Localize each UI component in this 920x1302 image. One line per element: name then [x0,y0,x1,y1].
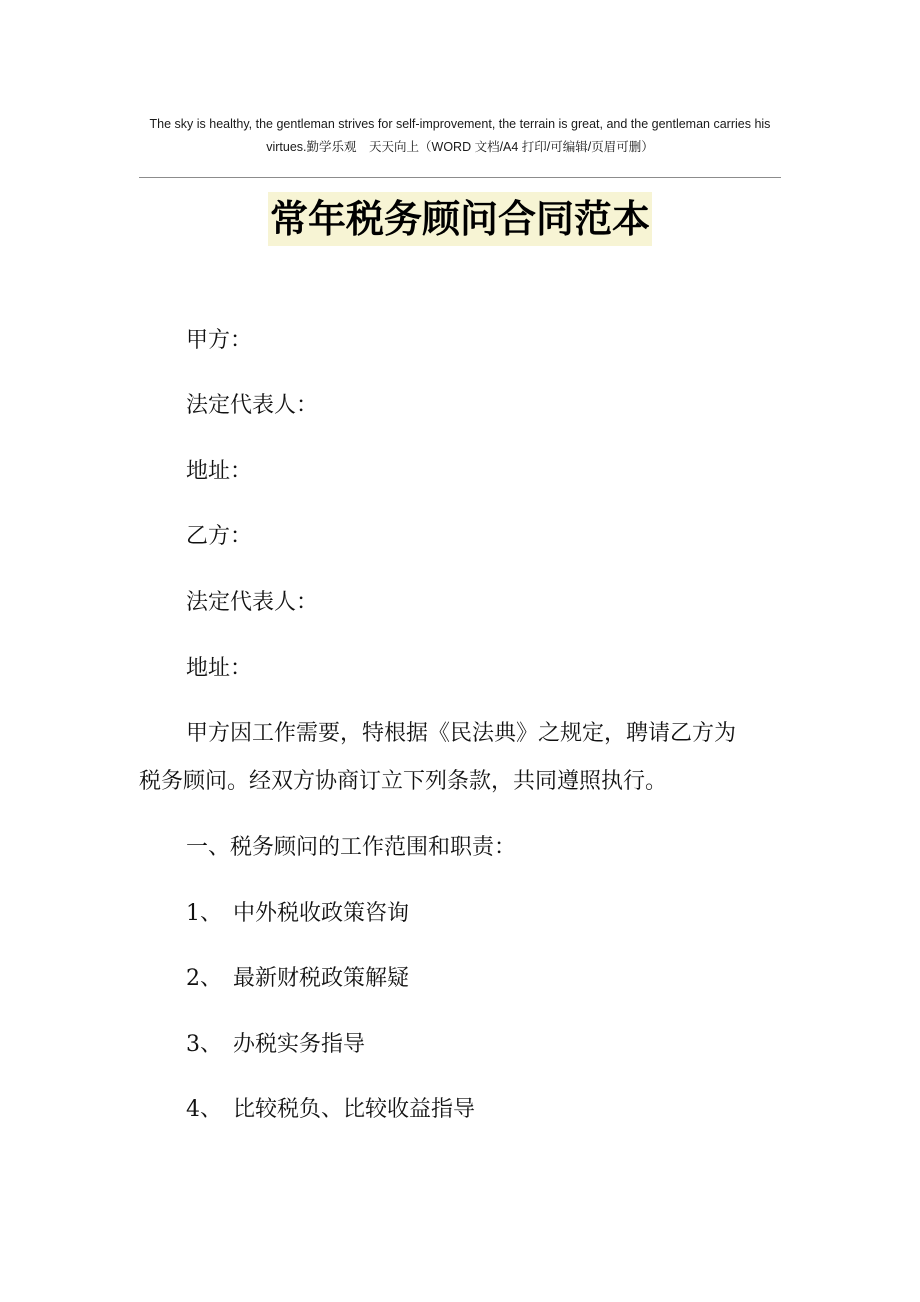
list-item-number: 1、 [186,901,222,926]
list-item-text: 最新财税政策解疑 [233,966,410,991]
party-b-label: 乙方： [186,524,253,549]
list-item-number: 2、 [186,966,222,991]
party-a-address-label: 地址： [186,459,253,484]
document-title: 常年税务顾问合同范本 [268,192,652,246]
list-item-number: 4、 [186,1097,222,1122]
list-item-number: 3、 [186,1032,222,1057]
list-item [186,1095,475,1125]
intro-paragraph-line-1: 甲方因工作需要，特根据《民法典》之规定，聘请乙方为 [186,721,737,746]
title-container [0,192,920,246]
party-a-rep-label: 法定代表人： [186,393,319,418]
section-1-heading: 一、税务顾问的工作范围和职责： [186,835,517,860]
header-line-2: virtues.勤学乐观 天天向上（WORD 文档/A4 打印/可编辑/页眉可删） [266,140,654,154]
list-item-text: 办税实务指导 [233,1032,366,1057]
list-item-text: 中外税收政策咨询 [233,901,410,926]
list-item [186,899,409,929]
party-b-address-label: 地址： [186,656,253,681]
list-item [186,1030,365,1060]
list-item [186,964,409,994]
header-line-1: The sky is healthy, the gentleman strives for self-improvement, the terrain is great, and the gentleman carries his [149,117,771,131]
header-divider [139,177,781,178]
page-header [120,113,800,159]
intro-paragraph-line-2: 税务顾问。经双方协商订立下列条款，共同遵照执行。 [139,769,668,794]
party-b-rep-label: 法定代表人： [186,590,319,615]
party-a-label: 甲方： [186,328,253,353]
list-item-text: 比较税负、比较收益指导 [233,1097,476,1122]
